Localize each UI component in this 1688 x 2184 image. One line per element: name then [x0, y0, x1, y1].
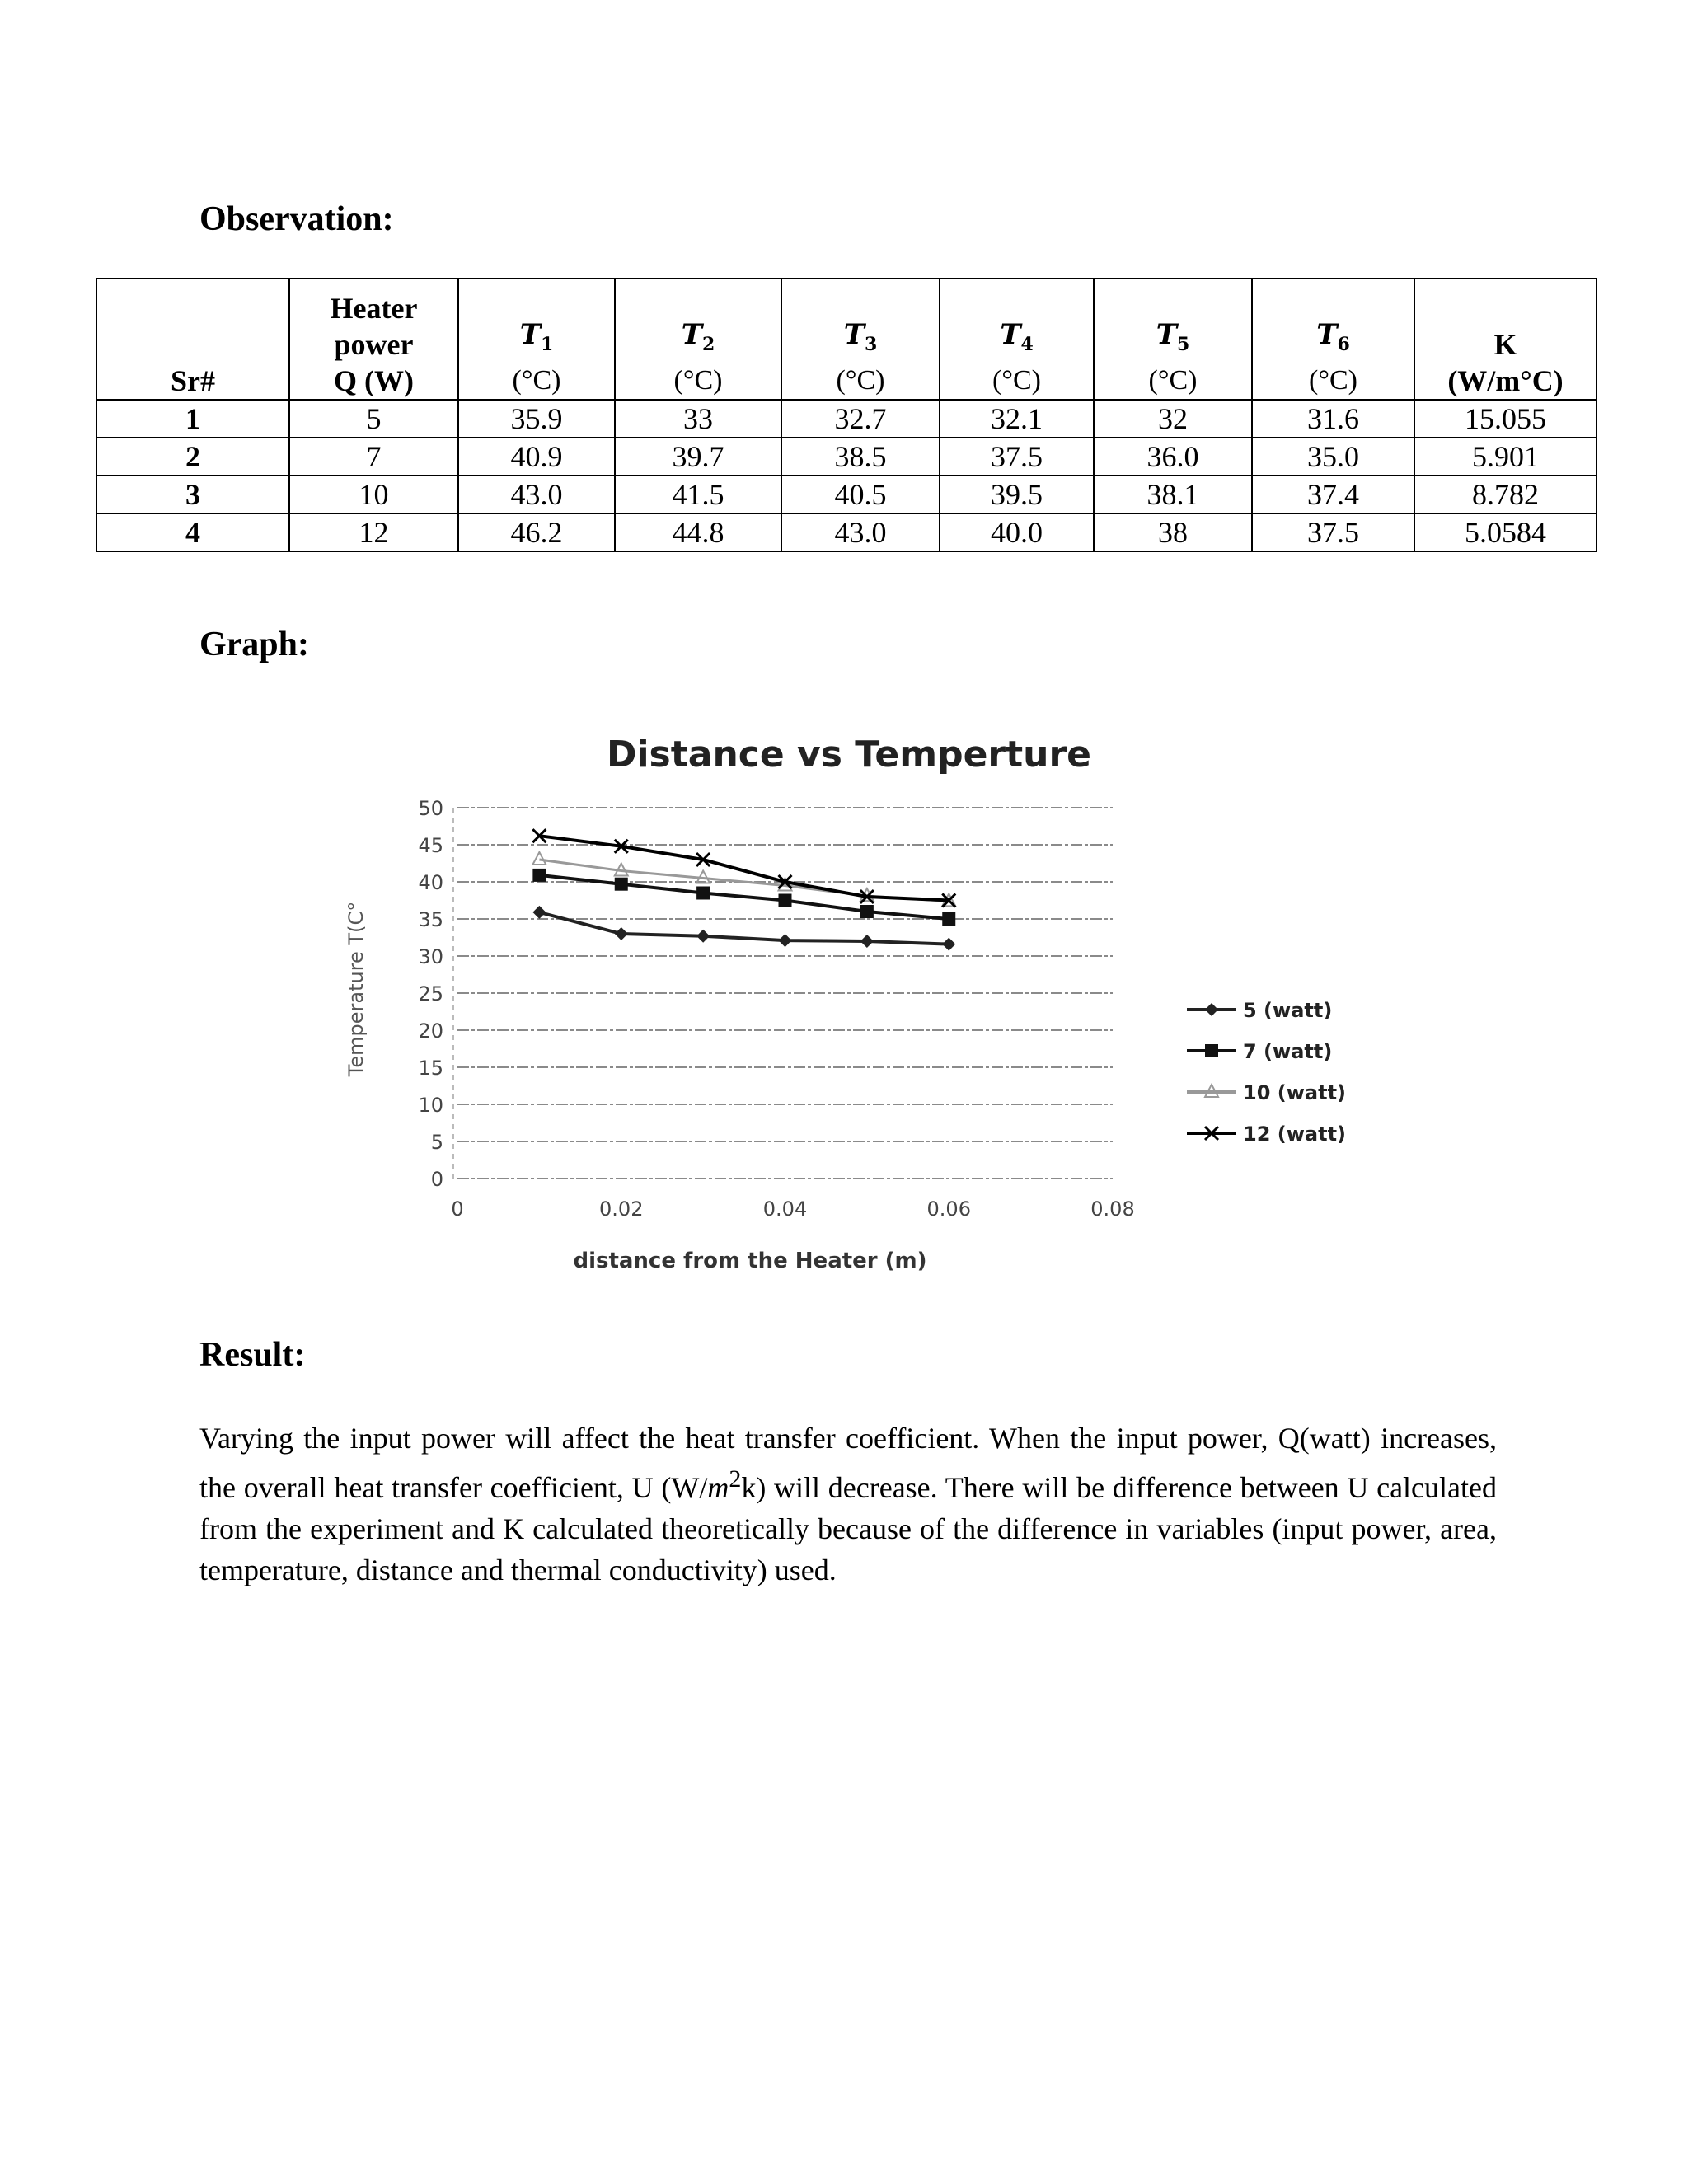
marker-square: [860, 905, 874, 918]
chart-gridlines: [453, 808, 1113, 1179]
marker-diamond: [1205, 1003, 1218, 1016]
marker-square: [779, 894, 792, 907]
marker-triangle: [532, 852, 546, 865]
marker-diamond: [615, 927, 628, 940]
col-header-t3: [781, 279, 940, 400]
legend-label: 10 (watt): [1243, 1081, 1347, 1104]
marker-square: [615, 878, 628, 891]
cell-t4: 37.5: [940, 438, 1094, 476]
table-header-row: [96, 279, 1597, 400]
col-header-t1: [458, 279, 615, 400]
cell-t5: 32: [1094, 400, 1252, 438]
t5-unit: (°C): [1148, 365, 1198, 396]
cell-t2: 41.5: [615, 476, 781, 513]
cell-t5: 38.1: [1094, 476, 1252, 513]
cell-t1: 46.2: [458, 513, 615, 551]
cell-t5: 38: [1094, 513, 1252, 551]
cell-sr: 3: [96, 476, 289, 513]
result-text-part-1: Varying the input power will affect the heat transfer coefficient. When the input power, Q(watt) increases, the overall heat transfer coefficient, U (W/: [199, 1422, 1497, 1504]
cell-t6: 37.5: [1252, 513, 1414, 551]
cell-t4: 39.5: [940, 476, 1094, 513]
y-tick-label: 20: [418, 1019, 443, 1043]
result-paragraph: [199, 1418, 1497, 1591]
heater-line-3: Q (W): [334, 364, 414, 397]
cell-sr: 1: [96, 400, 289, 438]
legend-label: 7 (watt): [1243, 1040, 1333, 1063]
t4-symbol: $T_4$: [1000, 318, 1034, 355]
chart-legend: [1187, 999, 1346, 1146]
cell-t1: 40.9: [458, 438, 615, 476]
cell-t2: 33: [615, 400, 781, 438]
col-header-heater-power: [289, 279, 458, 400]
marker-square: [532, 869, 546, 882]
cell-k: 15.055: [1414, 400, 1597, 438]
chart-x-ticks: [451, 1197, 1134, 1221]
cell-t4: 32.1: [940, 400, 1094, 438]
cell-q: 5: [289, 400, 458, 438]
marker-diamond: [696, 930, 710, 943]
cell-t3: 32.7: [781, 400, 940, 438]
marker-square: [1205, 1044, 1218, 1057]
chart-title: Distance vs Temperture: [606, 733, 1092, 776]
x-tick-label: 0.06: [926, 1197, 971, 1221]
distance-temperature-chart: [321, 717, 1376, 1310]
marker-square: [696, 887, 710, 900]
cell-t1: 35.9: [458, 400, 615, 438]
y-tick-label: 30: [418, 945, 443, 968]
cell-q: 12: [289, 513, 458, 551]
cell-t5: 36.0: [1094, 438, 1252, 476]
chart-y-axis-label: Temperature T(C°: [345, 901, 368, 1077]
y-tick-label: 25: [418, 982, 443, 1005]
cell-t3: 40.5: [781, 476, 940, 513]
col-header-t5: [1094, 279, 1252, 400]
t6-symbol: $T_6$: [1316, 318, 1350, 355]
col-header-t6: [1252, 279, 1414, 400]
marker-diamond: [779, 934, 792, 947]
cell-q: 7: [289, 438, 458, 476]
y-tick-label: 35: [418, 908, 443, 931]
cell-sr: 2: [96, 438, 289, 476]
cell-k: 8.782: [1414, 476, 1597, 513]
x-tick-label: 0.04: [762, 1197, 808, 1221]
t6-unit: (°C): [1309, 365, 1357, 396]
x-tick-label: 0: [451, 1197, 464, 1221]
col-header-sr: Sr#: [96, 279, 289, 400]
table-row: [96, 513, 1597, 551]
x-tick-label: 0.08: [1090, 1197, 1135, 1221]
table-row: [96, 476, 1597, 513]
cell-t2: 44.8: [615, 513, 781, 551]
result-heading: Result:: [199, 1336, 306, 1374]
y-tick-label: 0: [430, 1168, 443, 1191]
graph-heading: Graph:: [199, 626, 310, 663]
k-symbol: K: [1493, 328, 1517, 361]
t4-unit: (°C): [992, 365, 1041, 396]
marker-diamond: [532, 906, 546, 919]
result-text-part-2: k) will decrease. There will be difference between U calculated from the experiment and K calculated theoretically because of the difference in variables (input power, area, temperature, distance and thermal conductivity) used.: [199, 1471, 1497, 1586]
cell-t3: 43.0: [781, 513, 940, 551]
t5-symbol: $T_5$: [1156, 318, 1190, 355]
y-tick-label: 45: [418, 834, 443, 857]
k-unit: (W/m°C): [1447, 364, 1564, 397]
marker-diamond: [860, 935, 874, 948]
cell-t2: 39.7: [615, 438, 781, 476]
cell-k: 5.0584: [1414, 513, 1597, 551]
t3-symbol: $T_3$: [843, 318, 878, 355]
col-header-t2: [615, 279, 781, 400]
t2-symbol: $T_2$: [681, 318, 715, 355]
cell-k: 5.901: [1414, 438, 1597, 476]
heater-line-2: power: [334, 328, 414, 361]
chart-y-ticks: [418, 797, 443, 1191]
y-tick-label: 5: [430, 1131, 443, 1154]
cell-t3: 38.5: [781, 438, 940, 476]
marker-diamond: [942, 938, 955, 951]
heater-line-1: Heater: [330, 292, 418, 325]
marker-square: [942, 912, 955, 926]
x-tick-label: 0.02: [599, 1197, 644, 1221]
series-line: [539, 912, 949, 944]
chart-x-axis-label: distance from the Heater (m): [573, 1249, 927, 1273]
t1-unit: (°C): [512, 365, 561, 396]
col-header-k: [1414, 279, 1597, 400]
cell-sr: 4: [96, 513, 289, 551]
legend-label: 12 (watt): [1243, 1122, 1347, 1146]
t2-unit: (°C): [673, 365, 723, 396]
cell-t1: 43.0: [458, 476, 615, 513]
cell-t6: 31.6: [1252, 400, 1414, 438]
y-tick-label: 10: [418, 1094, 443, 1117]
chart-series: [532, 829, 955, 950]
table-row: [96, 400, 1597, 438]
y-tick-label: 40: [418, 871, 443, 894]
table-row: [96, 438, 1597, 476]
legend-label: 5 (watt): [1243, 999, 1333, 1022]
y-tick-label: 15: [418, 1057, 443, 1080]
t3-unit: (°C): [836, 365, 885, 396]
result-exponent: 2: [729, 1465, 742, 1493]
t1-symbol: $T_1$: [519, 318, 554, 355]
observation-table: [96, 278, 1597, 552]
cell-t4: 40.0: [940, 513, 1094, 551]
observation-heading: Observation:: [199, 200, 394, 238]
result-m-symbol: m: [707, 1471, 729, 1504]
cell-q: 10: [289, 476, 458, 513]
col-header-t4: [940, 279, 1094, 400]
cell-t6: 35.0: [1252, 438, 1414, 476]
cell-t6: 37.4: [1252, 476, 1414, 513]
y-tick-label: 50: [418, 797, 443, 820]
